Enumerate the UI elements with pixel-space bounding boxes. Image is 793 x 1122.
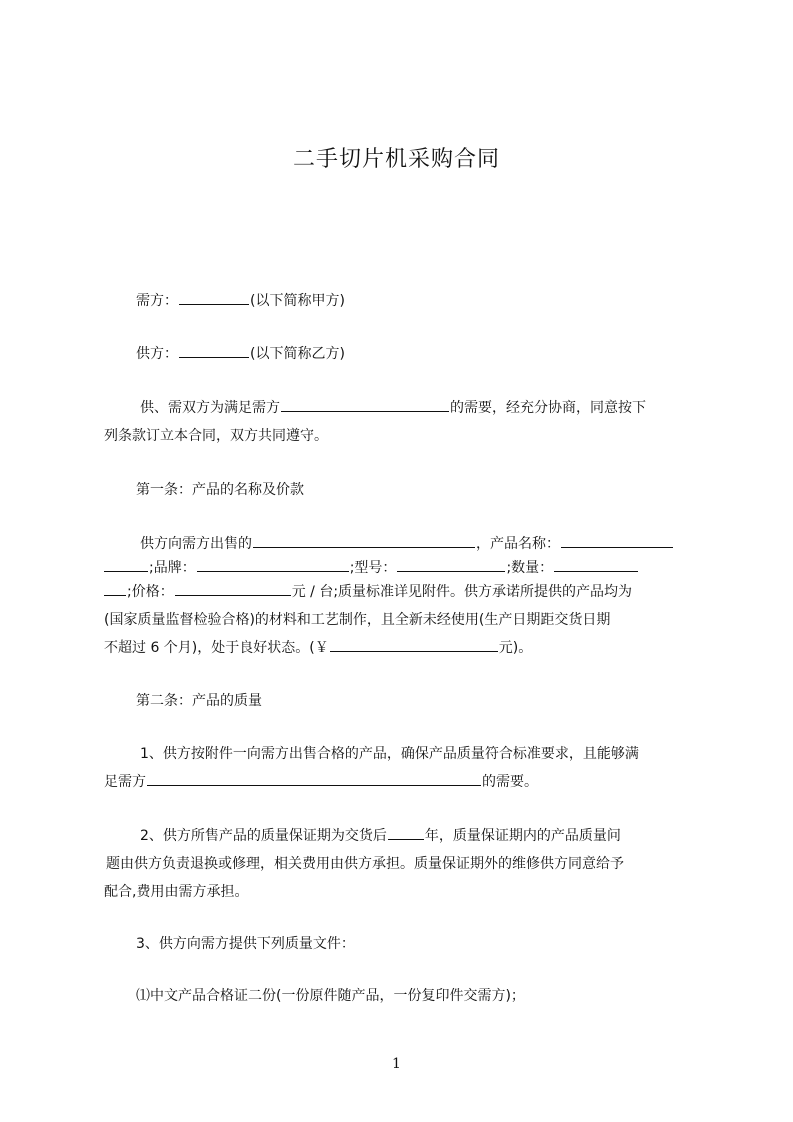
buyer-label: 需方：	[136, 293, 178, 309]
supplier-blank[interactable]	[179, 343, 249, 358]
article-1-line-5	[104, 637, 700, 659]
article-2-text: 足需方	[104, 774, 146, 790]
article-1-text: 供方向需方出售的	[140, 536, 252, 552]
article-1-line-2	[104, 557, 700, 579]
supplier-line	[136, 343, 732, 365]
buyer-suffix: (以下简称甲方)	[250, 293, 345, 309]
article-1-text: ;型号：	[349, 560, 397, 576]
intro-text: 的需要，经充分协商，同意按下	[450, 400, 646, 416]
intro-line-1	[140, 397, 736, 419]
article-1-text: ;品牌：	[149, 560, 196, 576]
brand-blank[interactable]	[197, 557, 349, 572]
article-2-text: 的需要。	[482, 774, 538, 790]
article-1-heading: 第一条：产品的名称及价款	[136, 482, 304, 498]
article-2-p1-line-1: 1、供方按附件一向需方出售合格的产品，确保产品质量符合标准要求，且能够满	[140, 746, 639, 762]
quantity-blank-cont[interactable]	[104, 581, 126, 596]
article-1-line-1	[140, 533, 736, 555]
article-1-text: 元 / 台;质量标准详见附件。供方承诺所提供的产品均为	[291, 584, 633, 600]
article-2-heading: 第二条：产品的质量	[136, 693, 262, 709]
supplier-label: 供方：	[136, 346, 178, 362]
article-2-p3: 3、供方向需方提供下列质量文件：	[136, 936, 355, 952]
intro-line-2: 列条款订立本合同，双方共同遵守。	[104, 428, 328, 444]
article-1-text: 元)。	[498, 640, 533, 656]
buyer-blank[interactable]	[179, 290, 249, 305]
article-2-p1-line-2	[104, 771, 700, 793]
article-1-line-4: (国家质量监督检验合格)的材料和工艺制作，且全新未经使用(生产日期距交货日期	[104, 612, 611, 628]
article-2-p4: ⑴中文产品合格证二份(一份原件随产品，一份复印件交需方)；	[136, 988, 525, 1004]
article-1-line-3	[104, 581, 700, 603]
document-title: 二手切片机采购合同	[292, 147, 500, 172]
article-1-text: ;价格：	[127, 584, 174, 600]
price-blank[interactable]	[175, 581, 291, 596]
article-2-text: 2、供方所售产品的质量保证期为交货后	[140, 828, 387, 844]
model-blank[interactable]	[397, 557, 505, 572]
article-2-p2-line-2: 题由供方负责退换或修理，相关费用由供方承担。质量保证期外的维修供方同意给予	[106, 856, 624, 872]
article-2-p2-line-3: 配合,费用由需方承担。	[104, 884, 249, 900]
supplier-suffix: (以下简称乙方)	[250, 346, 345, 362]
article-1-text: ;数量：	[506, 560, 554, 576]
product-name-blank-cont[interactable]	[104, 557, 148, 572]
article-2-p2-line-1	[140, 825, 736, 847]
seller-item-blank[interactable]	[253, 533, 475, 548]
warranty-years-blank[interactable]	[388, 825, 424, 840]
intro-blank[interactable]	[281, 397, 449, 412]
intro-text: 供、需双方为满足需方	[140, 400, 280, 416]
product-name-blank[interactable]	[561, 533, 673, 548]
page-number: 1	[392, 1056, 401, 1072]
buyer-line	[136, 290, 732, 312]
quantity-blank[interactable]	[554, 557, 638, 572]
article-2-text: 年，质量保证期内的产品质量问	[424, 828, 621, 844]
article-1-text: ，产品名称：	[476, 536, 560, 552]
buyer-need-blank[interactable]	[147, 771, 481, 786]
article-1-text: 不超过 6 个月)，处于良好状态。(￥	[104, 640, 329, 656]
total-amount-blank[interactable]	[330, 637, 498, 652]
